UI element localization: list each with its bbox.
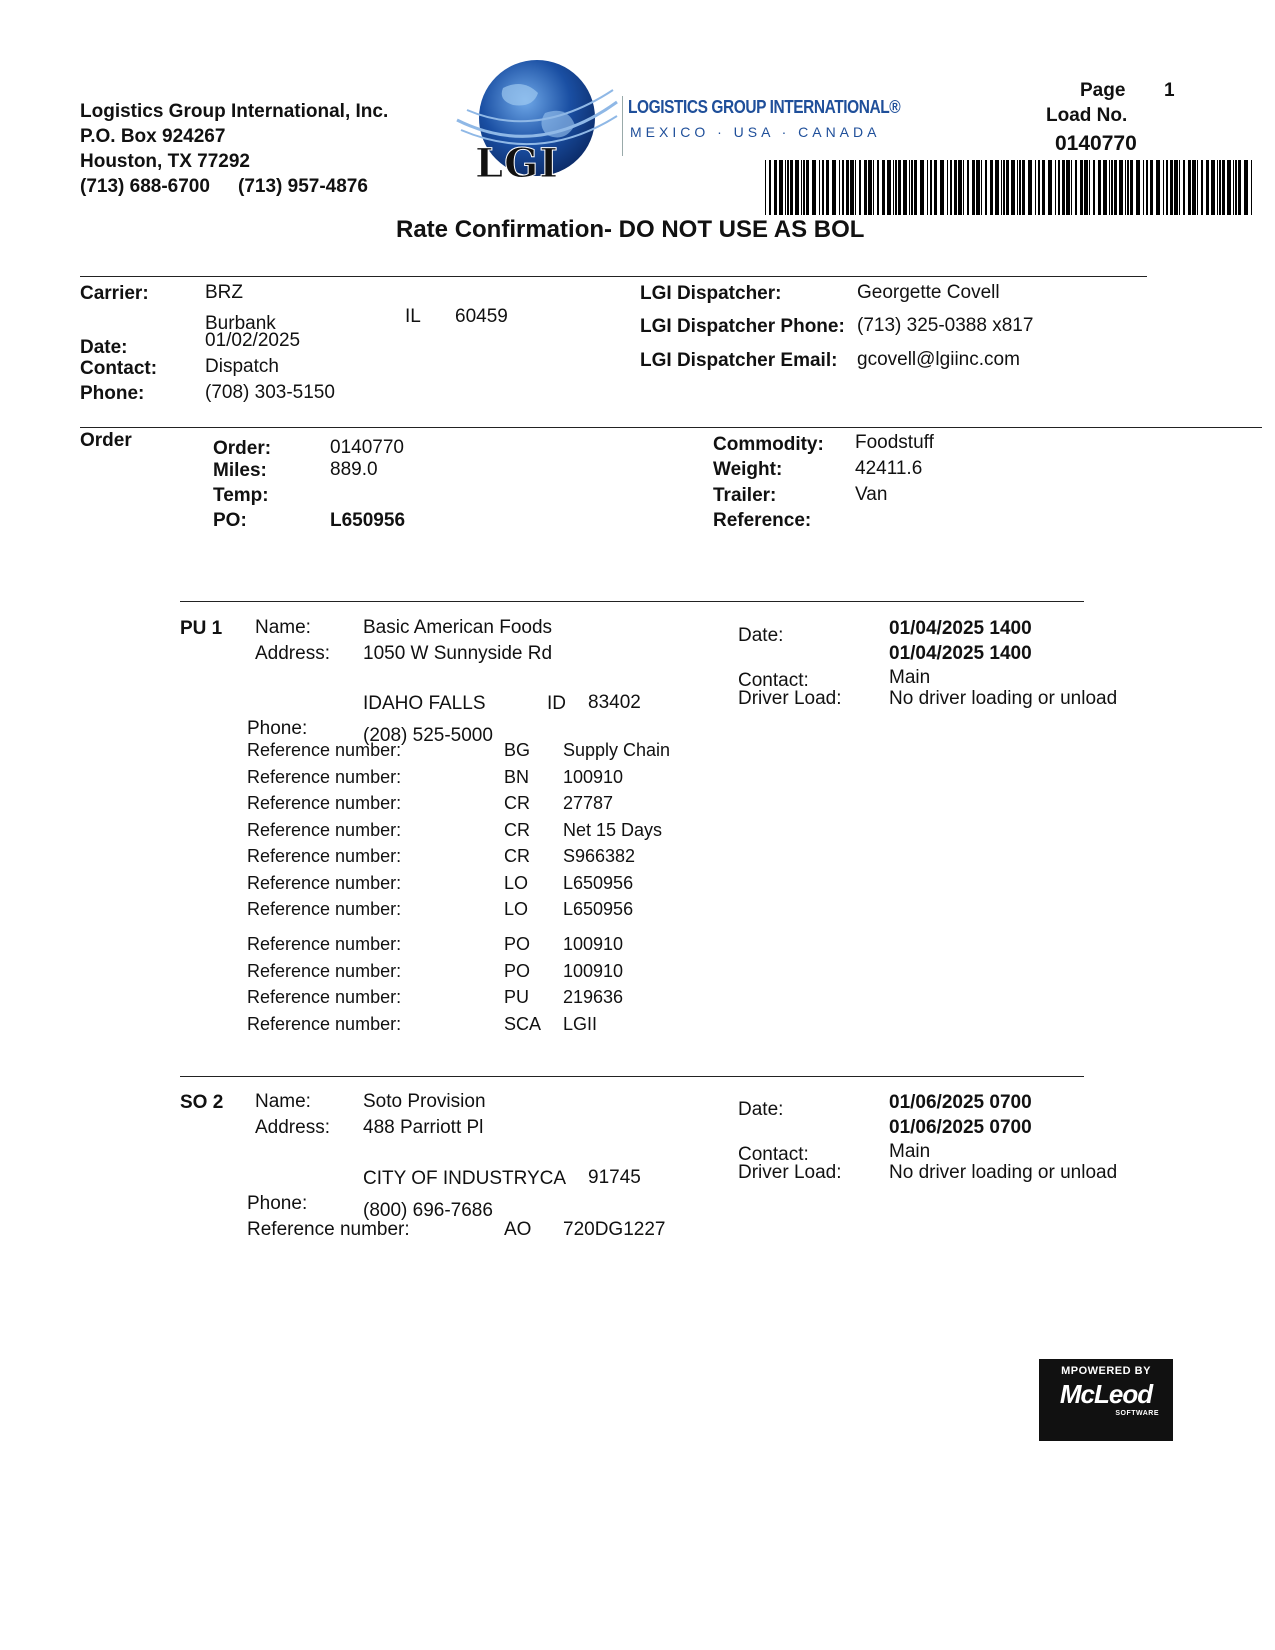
ref-value: 100910 [563, 934, 624, 954]
company-phone-2: (713) 957-4876 [238, 176, 368, 197]
carrier-value: BRZ [205, 282, 243, 303]
pu-date-1: 01/04/2025 1400 [889, 618, 1032, 639]
ref-code: LO [504, 873, 529, 893]
pu-phone: (208) 525-5000 [363, 725, 493, 746]
so-phone: (800) 696-7686 [363, 1200, 493, 1221]
document-title: Rate Confirmation- DO NOT USE AS BOL [396, 216, 865, 243]
dispatcher-phone: (713) 325-0388 x817 [857, 315, 1034, 336]
logo-divider [622, 96, 623, 156]
pu-date-label: Date: [738, 625, 784, 646]
ref-value: 100910 [563, 767, 624, 787]
ref-value: LGII [563, 1014, 598, 1034]
ref-code: PO [504, 934, 531, 954]
ref-label: Reference number: [247, 820, 402, 840]
ref-code: BN [504, 767, 530, 787]
pu-state: ID [547, 693, 566, 714]
so-tag: SO 2 [180, 1092, 224, 1113]
carrier-state: IL [405, 306, 421, 327]
dispatcher-email-label: LGI Dispatcher Email: [640, 350, 838, 371]
phone-value: (708) 303-5150 [205, 382, 335, 403]
contact-value: Dispatch [205, 356, 279, 377]
order-section-label: Order [80, 430, 132, 451]
pu-address-label: Address: [255, 643, 330, 664]
barcode [765, 160, 1255, 215]
company-city: Houston, TX 77292 [80, 151, 250, 172]
so-date-1: 01/06/2025 0700 [889, 1092, 1032, 1113]
ref-code: PU [504, 987, 530, 1007]
pu-city: IDAHO FALLS [363, 693, 486, 714]
pu-zip: 83402 [588, 692, 641, 713]
so-city-state: CITY OF INDUSTRYCA [363, 1168, 567, 1189]
lgi-logo [455, 58, 620, 188]
divider [180, 1076, 1084, 1077]
divider [80, 276, 1147, 277]
ref-code: PO [504, 961, 531, 981]
dispatcher-name: Georgette Covell [857, 282, 1000, 303]
pu-driver-label: Driver Load: [738, 688, 842, 709]
so-driver-label: Driver Load: [738, 1162, 842, 1183]
ref-code: BG [504, 740, 531, 760]
order-value: 0140770 [330, 437, 404, 458]
page-label: Page [1080, 80, 1126, 101]
so-ref-code: AO [504, 1219, 532, 1240]
pu-contact-label: Contact: [738, 670, 809, 691]
so-phone-label: Phone: [247, 1193, 308, 1214]
so-contact: Main [889, 1141, 931, 1162]
so-ref-value: 720DG1227 [563, 1219, 666, 1240]
ref-label: Reference number: [247, 740, 402, 760]
date-value: 01/02/2025 [205, 330, 301, 351]
ref-label: Reference number: [247, 793, 402, 813]
dispatcher-label: LGI Dispatcher: [640, 283, 782, 304]
pu-name: Basic American Foods [363, 617, 553, 638]
ref-label: Reference number: [247, 961, 402, 981]
pu-phone-label: Phone: [247, 718, 308, 739]
company-po-box: P.O. Box 924267 [80, 126, 226, 147]
ref-value: 27787 [563, 793, 614, 813]
ref-label: Reference number: [247, 987, 402, 1007]
dispatcher-email: gcovell@lgiinc.com [857, 349, 1020, 370]
so-name-label: Name: [255, 1091, 311, 1112]
ref-value: S966382 [563, 846, 636, 866]
so-date-2: 01/06/2025 0700 [889, 1117, 1032, 1138]
ref-label: Reference number: [247, 899, 402, 919]
so-address-label: Address: [255, 1117, 330, 1138]
ref-label: Reference number: [247, 934, 402, 954]
ref-label: Reference number: [247, 846, 402, 866]
po-label: PO: [213, 510, 247, 531]
miles-value: 889.0 [330, 459, 378, 480]
so-zip: 91745 [588, 1167, 641, 1188]
ref-label: Reference number: [247, 1014, 402, 1034]
pu-name-label: Name: [255, 617, 311, 638]
load-number: 0140770 [1055, 132, 1137, 155]
ref-value: 219636 [563, 987, 624, 1007]
weight-label: Weight: [713, 459, 783, 480]
pu-address: 1050 W Sunnyside Rd [363, 643, 553, 664]
so-contact-label: Contact: [738, 1144, 809, 1165]
contact-label: Contact: [80, 358, 158, 379]
ref-code: CR [504, 846, 530, 866]
company-phone-1: (713) 688-6700 [80, 176, 210, 197]
commodity-label: Commodity: [713, 434, 824, 455]
order-label: Order: [213, 438, 272, 459]
ref-code: LO [504, 899, 529, 919]
logo-letters: LGI [475, 140, 559, 187]
po-value: L650956 [330, 510, 406, 531]
carrier-label: Carrier: [80, 283, 149, 304]
date-label: Date: [80, 337, 128, 358]
ref-value: Supply Chain [563, 740, 671, 760]
ref-value: 100910 [563, 961, 624, 981]
ref-value: L650956 [563, 873, 634, 893]
logo-tagline: MEXICO · USA · CANADA [630, 124, 881, 140]
divider [80, 427, 1262, 428]
pu-date-2: 01/04/2025 1400 [889, 643, 1032, 664]
ref-code: SCA [504, 1014, 542, 1034]
page-number: 1 [1164, 80, 1175, 101]
company-name: Logistics Group International, Inc. [80, 101, 389, 122]
so-name: Soto Provision [363, 1091, 486, 1112]
pu-tag: PU 1 [180, 618, 223, 639]
ref-code: CR [504, 793, 530, 813]
trailer-value: Van [855, 484, 888, 505]
miles-label: Miles: [213, 460, 267, 481]
trailer-label: Trailer: [713, 485, 777, 506]
logo-brand: LOGISTICS GROUP INTERNATIONAL® [628, 97, 901, 117]
mcleod-sub: SOFTWARE [1115, 1410, 1159, 1417]
powered-by-text: MPOWERED BY [1061, 1365, 1151, 1377]
so-date-label: Date: [738, 1099, 784, 1120]
so-ref-label: Reference number: [247, 1219, 410, 1240]
ref-value: Net 15 Days [563, 820, 663, 840]
carrier-zip: 60459 [455, 306, 508, 327]
commodity-value: Foodstuff [855, 432, 934, 453]
carrier-city: Burbank [205, 313, 276, 334]
temp-label: Temp: [213, 485, 269, 506]
mcleod-logo [1039, 1359, 1173, 1441]
load-label: Load No. [1046, 105, 1128, 126]
so-address: 488 Parriott Pl [363, 1117, 484, 1138]
pu-driver: No driver loading or unload [889, 688, 1118, 709]
ref-code: CR [504, 820, 530, 840]
mcleod-brand: McLeod [1059, 1379, 1153, 1409]
dispatcher-phone-label: LGI Dispatcher Phone: [640, 316, 845, 337]
so-driver: No driver loading or unload [889, 1162, 1118, 1183]
weight-value: 42411.6 [855, 458, 923, 479]
ref-label: Reference number: [247, 873, 402, 893]
reference-label: Reference: [713, 510, 812, 531]
ref-value: L650956 [563, 899, 634, 919]
pu-contact: Main [889, 667, 931, 688]
divider [180, 601, 1084, 602]
ref-label: Reference number: [247, 767, 402, 787]
phone-label: Phone: [80, 383, 145, 404]
